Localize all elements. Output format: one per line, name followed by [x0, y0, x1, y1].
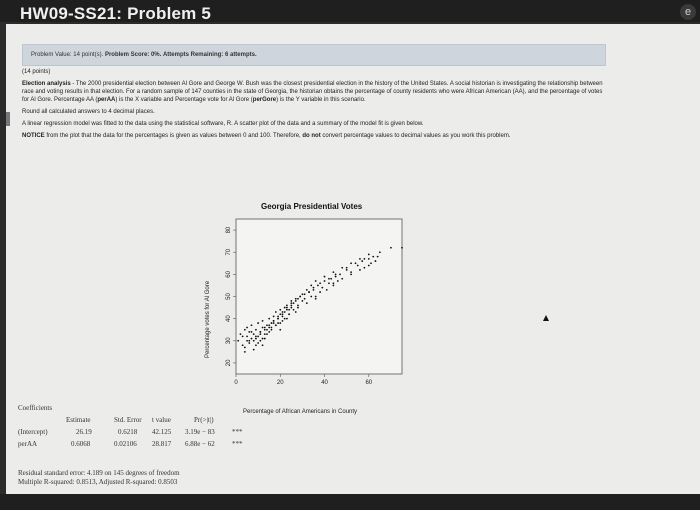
scatter-point	[251, 324, 253, 326]
scatter-point	[244, 329, 246, 331]
y-tick-label: 20	[226, 359, 232, 367]
y-tick-label: 60	[226, 271, 232, 278]
scatter-point	[266, 324, 268, 326]
scatter-point	[282, 320, 284, 322]
plot-frame	[236, 219, 402, 374]
scatter-point	[277, 318, 279, 320]
scatter-point	[248, 342, 250, 344]
scatter-point	[377, 256, 379, 258]
scatter-point	[271, 322, 273, 324]
scatter-point	[330, 278, 332, 280]
scatter-point	[335, 276, 337, 278]
row-intercept-t: 42.125	[152, 428, 172, 436]
notice-text-2: convert percentage values to decimal values as you work this problem.	[320, 133, 511, 139]
scatter-point	[332, 285, 334, 287]
row-peraa-se: 0.02106	[114, 440, 137, 448]
row-peraa-name: perAA	[18, 440, 38, 448]
scatter-point	[282, 313, 284, 315]
scatter-point	[341, 267, 343, 269]
notice-text: from the plot that the data for the percentages is given as values between 0 and 100. Therefore,	[44, 133, 303, 139]
row-intercept-p: 3.19e − 83	[185, 428, 215, 436]
scatter-point	[324, 276, 326, 278]
scatter-point	[339, 273, 341, 275]
scatter-point	[251, 338, 253, 340]
y-tick-label: 30	[226, 337, 232, 345]
scatter-point	[264, 327, 266, 329]
scatter-point	[315, 280, 317, 282]
scatter-point	[288, 313, 290, 315]
scatter-point	[286, 318, 288, 320]
notice-label: NOTICE	[22, 133, 45, 139]
scatter-point	[304, 293, 306, 295]
scatter-point	[317, 285, 319, 287]
r-squared: Multiple R-squared: 0.8513, Adjusted R-squared: 0.8503	[18, 478, 178, 486]
scatter-point	[319, 282, 321, 284]
scatter-point	[282, 316, 284, 318]
scatter-point	[253, 340, 255, 342]
scatter-point	[390, 247, 392, 249]
scatter-point	[372, 256, 374, 258]
scatter-point	[255, 335, 257, 337]
scatter-point	[306, 302, 308, 304]
scatter-point	[293, 302, 295, 304]
row-peraa-sig: ***	[232, 440, 243, 448]
scatter-point	[266, 329, 268, 331]
scatter-point	[370, 262, 372, 264]
scatter-point	[284, 318, 286, 320]
scatter-point	[248, 340, 250, 342]
y-tick-label: 80	[226, 226, 232, 234]
scatter-point	[284, 307, 286, 309]
scatter-point	[266, 333, 268, 335]
scroll-marker	[6, 112, 10, 126]
browser-icon[interactable]: e	[680, 4, 696, 20]
scatter-point	[286, 304, 288, 306]
scatter-point	[335, 273, 337, 275]
scatter-point	[253, 333, 255, 335]
scatter-point	[368, 258, 370, 260]
scatter-point	[268, 327, 270, 329]
scatter-point	[288, 309, 290, 311]
scatter-point	[259, 340, 261, 342]
scatter-point	[246, 335, 248, 337]
scatter-point	[346, 269, 348, 271]
y-tick-label: 50	[226, 293, 232, 300]
model-summary	[18, 469, 180, 487]
x-tick-label: 60	[365, 380, 373, 386]
var-y: perGore	[252, 97, 277, 103]
scatter-point	[282, 311, 284, 313]
col-t-value: t value	[152, 416, 171, 424]
scatter-point	[262, 320, 264, 322]
scatter-point	[328, 282, 330, 284]
scatter-point	[337, 280, 339, 282]
scatter-point	[255, 329, 257, 331]
scatter-point	[242, 335, 244, 337]
scatter-point	[368, 265, 370, 267]
scatter-point	[350, 271, 352, 273]
scatter-point	[273, 320, 275, 322]
scatter-point	[246, 340, 248, 342]
scatter-point	[279, 329, 281, 331]
intro-heading: Election analysis	[22, 81, 71, 87]
notice-do-not: do not	[302, 133, 321, 139]
scatter-point	[379, 251, 381, 253]
scatter-point	[259, 333, 261, 335]
scatter-point	[341, 278, 343, 280]
scatter-point	[275, 324, 277, 326]
scatter-point	[350, 273, 352, 275]
scatter-point	[240, 333, 242, 335]
scatter-point	[242, 344, 244, 346]
problem-value: Problem Value: 14 point(s).	[31, 52, 104, 58]
scatter-point	[299, 296, 301, 298]
problem-points: (14 points)	[22, 69, 51, 75]
col-p-value: Pr(>|t|)	[194, 416, 214, 424]
scatter-point	[355, 262, 357, 264]
scatter-point	[264, 333, 266, 335]
scatter-point	[297, 298, 299, 300]
attempts-remaining: Attempts Remaining: 6 attempts.	[162, 52, 257, 58]
col-estimate: Estimate	[66, 416, 91, 424]
scatter-point	[321, 287, 323, 289]
x-axis-label: Percentage of African Americans in County	[243, 409, 358, 415]
rounding-note: Round all calculated answers to 4 decimal places.	[22, 109, 155, 115]
intro-text-3: ) is the Y variable in this scenario.	[276, 97, 366, 103]
problem-intro	[22, 80, 606, 104]
scatter-point	[363, 267, 365, 269]
scatter-point	[328, 278, 330, 280]
intro-text: - The 2000 presidential election between Al Gore and George W. Bush was the closest presidential election in the history of the United States. A social historian is investigating the relationship between race and voting results in that election. For a random sample of 147 counties in the state of Georgia, the historian obtains the percentage of county residents who were African American (AA), and the percentage of votes for Al Gore. Percentage AA (	[22, 81, 603, 103]
scatter-point	[315, 296, 317, 298]
scatter-point	[361, 260, 363, 262]
residual-standard-error: Residual standard error: 4.189 on 145 degrees of freedom	[18, 469, 180, 477]
scatter-point	[255, 344, 257, 346]
scatter-point	[271, 329, 273, 331]
scatter-point	[313, 289, 315, 291]
scatter-point	[290, 307, 292, 309]
row-peraa-estimate: 0.6068	[71, 440, 91, 448]
mouse-cursor-icon	[543, 315, 549, 321]
scatter-point	[279, 309, 281, 311]
y-axis-label: Percentage votes for Al Gore	[205, 280, 211, 358]
scatter-point	[251, 331, 253, 333]
scatter-point	[315, 298, 317, 300]
scatter-point	[368, 254, 370, 256]
scatter-point	[297, 307, 299, 309]
problem-text	[22, 68, 606, 144]
scatter-point	[237, 340, 239, 342]
var-x: perAA	[97, 97, 116, 103]
scatter-point	[275, 311, 277, 313]
scatter-point	[244, 351, 246, 353]
bottom-bar	[0, 494, 700, 510]
page-title: HW09-SS21: Problem 5	[20, 4, 212, 23]
scatter-point	[313, 287, 315, 289]
scatter-point	[401, 247, 403, 249]
x-tick-label: 0	[234, 380, 238, 386]
chart-title: Georgia Presidential Votes	[261, 202, 363, 211]
scatter-point	[259, 331, 261, 333]
scatter-point	[363, 258, 365, 260]
scatter-point	[262, 344, 264, 346]
scatter-point	[279, 322, 281, 324]
scatter-point	[286, 309, 288, 311]
x-tick-label: 40	[321, 380, 328, 386]
model-note: A linear regression model was fitted to the data using the statistical software, R. A scatter plot of the data and a summary of the model fit is given below.	[22, 121, 424, 127]
row-peraa-p: 6.88e − 62	[185, 440, 215, 448]
row-peraa-t: 28.817	[152, 440, 172, 448]
x-tick-label: 20	[276, 380, 284, 386]
chart-svg	[203, 202, 415, 407]
scatter-point	[279, 313, 281, 315]
scatter-point	[253, 349, 255, 351]
scatter-point	[297, 304, 299, 306]
scatter-point	[332, 282, 334, 284]
scatter-point	[295, 298, 297, 300]
notice	[22, 132, 606, 140]
scatter-chart	[203, 202, 415, 415]
scatter-point	[277, 322, 279, 324]
row-intercept-name: (Intercept)	[18, 428, 48, 436]
scatter-point	[295, 311, 297, 313]
scatter-point	[273, 316, 275, 318]
scatter-point	[244, 347, 246, 349]
coefficients-heading: Coefficients	[18, 404, 53, 412]
scatter-point	[284, 311, 286, 313]
scatter-point	[350, 262, 352, 264]
scatter-point	[319, 291, 321, 293]
intro-text-2: ) is the X variable and Percentage vote for Al Gore (	[115, 97, 253, 103]
scatter-point	[310, 296, 312, 298]
scatter-point	[290, 302, 292, 304]
scatter-point	[290, 300, 292, 302]
scatter-point	[268, 318, 270, 320]
row-intercept-se: 0.6218	[118, 428, 138, 436]
row-intercept-sig: ***	[232, 428, 243, 436]
scatter-point	[346, 267, 348, 269]
scatter-point	[359, 258, 361, 260]
scatter-point	[273, 322, 275, 324]
scatter-point	[375, 260, 377, 262]
scatter-point	[359, 269, 361, 271]
scatter-point	[302, 293, 304, 295]
scatter-point	[268, 331, 270, 333]
scatter-point	[290, 304, 292, 306]
scatter-point	[306, 289, 308, 291]
col-std-error: Std. Error	[114, 416, 142, 424]
scatter-point	[304, 298, 306, 300]
scatter-point	[326, 289, 328, 291]
scatter-point	[357, 265, 359, 267]
scatter-point	[268, 324, 270, 326]
scatter-point	[257, 335, 259, 337]
y-tick-label: 70	[226, 248, 232, 256]
problem-score: Problem Score: 0%.	[104, 52, 162, 58]
row-intercept-estimate: 26.19	[76, 428, 92, 436]
scatter-point	[262, 327, 264, 329]
problem-status-bar	[22, 44, 606, 66]
scatter-point	[264, 338, 266, 340]
scatter-point	[248, 331, 250, 333]
scatter-point	[271, 327, 273, 329]
scatter-point	[286, 307, 288, 309]
scatter-point	[246, 327, 248, 329]
scatter-point	[310, 285, 312, 287]
scatter-point	[262, 338, 264, 340]
y-tick-label: 40	[226, 315, 232, 322]
scatter-point	[293, 309, 295, 311]
scatter-point	[277, 316, 279, 318]
scatter-point	[324, 280, 326, 282]
scatter-point	[264, 329, 266, 331]
scatter-point	[255, 338, 257, 340]
scatter-point	[257, 322, 259, 324]
scatter-point	[257, 342, 259, 344]
scatter-point	[295, 300, 297, 302]
scatter-point	[302, 300, 304, 302]
window-title-bar	[0, 0, 700, 22]
scatter-point	[332, 271, 334, 273]
scatter-point	[308, 291, 310, 293]
